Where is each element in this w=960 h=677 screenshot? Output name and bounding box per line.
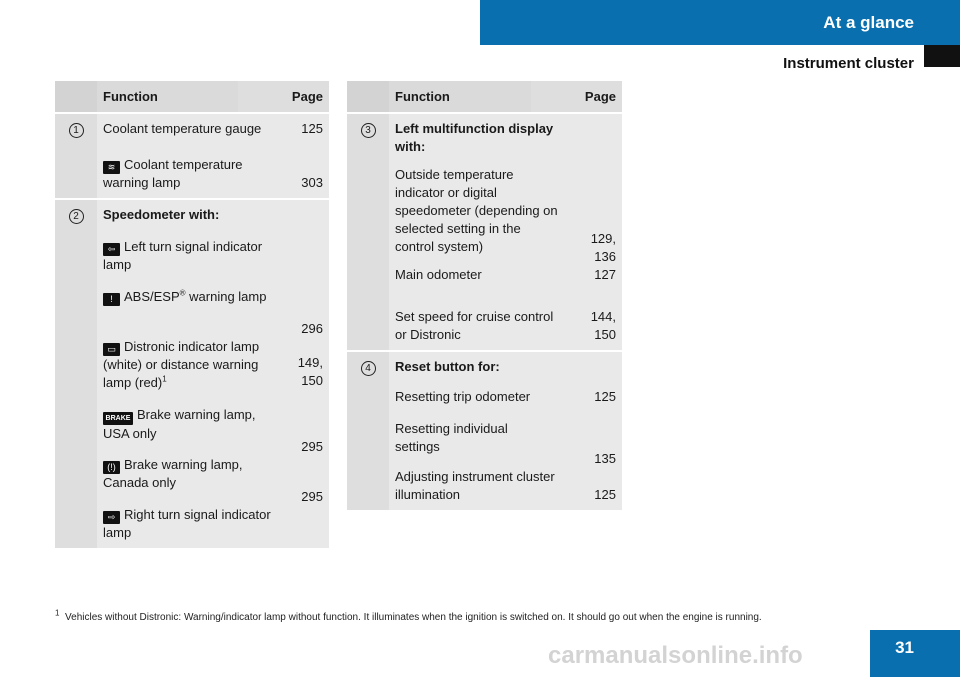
table-row xyxy=(55,113,329,199)
list-item: Coolant temperature gauge 125 xyxy=(103,121,323,136)
page-number: 31 xyxy=(895,638,914,657)
coolant-icon: ≋ xyxy=(103,161,120,174)
list-item: Resetting individual settings 135 xyxy=(395,421,616,466)
table-row xyxy=(347,351,622,511)
col-function: Function xyxy=(97,81,238,113)
list-item: Resetting trip odometer 125 xyxy=(395,389,616,404)
list-item: Main odometer 127 xyxy=(395,267,616,282)
table-row xyxy=(55,199,329,549)
row-heading: Speedometer with: xyxy=(103,207,220,222)
list-item: Set speed for cruise control or Distronic 144, 150 xyxy=(395,309,616,342)
list-item: Outside temperature indicator or digital speedometer (depending on selected setting in the control system) 129, 136 xyxy=(395,167,616,264)
list-item: (!) Brake warning lamp, Canada only 295 xyxy=(103,457,323,504)
list-item: BRAKE Brake warning lamp, USA only 295 xyxy=(103,407,323,454)
section-subtitle: Instrument cluster xyxy=(783,55,914,72)
right-turn-icon: ⇨ xyxy=(103,511,120,524)
row-heading: Left multifunction display with: xyxy=(395,121,554,154)
abs-esp-icon: ! xyxy=(103,293,120,306)
brake-icon: BRAKE xyxy=(103,412,133,425)
function-table-right xyxy=(347,81,622,512)
distronic-icon: ▭ xyxy=(103,343,120,356)
col-page: Page xyxy=(531,81,622,113)
list-item: ▭ Distronic indicator lamp (white) or distance warning lamp (red)$^1$ 149, 150 xyxy=(103,339,323,390)
callout-number: 4 xyxy=(361,361,376,376)
left-turn-icon: ⇦ xyxy=(103,243,120,256)
list-item: ⇨ Right turn signal indicator lamp xyxy=(103,507,271,540)
page-number-box xyxy=(870,630,960,677)
col-page: Page xyxy=(238,81,329,113)
watermark: carmanualsonline.info xyxy=(548,642,803,669)
list-item: Adjusting instrument cluster illumination 125 xyxy=(395,469,616,502)
list-item: ! ABS/ESP® warning lamp 296 xyxy=(103,288,323,338)
callout-number: 3 xyxy=(361,123,376,138)
function-table-left xyxy=(55,81,329,550)
list-item: ≋ Coolant temperature warning lamp 303 xyxy=(103,157,323,190)
col-function: Function xyxy=(389,81,531,113)
callout-number: 2 xyxy=(69,209,84,224)
row-heading: Reset button for: xyxy=(395,359,500,374)
footnote: $^1$ Vehicles without Distronic: Warning/indicator lamp without function. It illuminates when the ignition is switched on. It should go out when the engine is running. xyxy=(55,608,762,623)
section-title: At a glance xyxy=(823,13,914,32)
table-row xyxy=(347,113,622,351)
header-marker xyxy=(924,45,960,67)
list-item: ⇦ Left turn signal indicator lamp xyxy=(103,239,263,272)
callout-number: 1 xyxy=(69,123,84,138)
brake-canada-icon: (!) xyxy=(103,461,120,474)
